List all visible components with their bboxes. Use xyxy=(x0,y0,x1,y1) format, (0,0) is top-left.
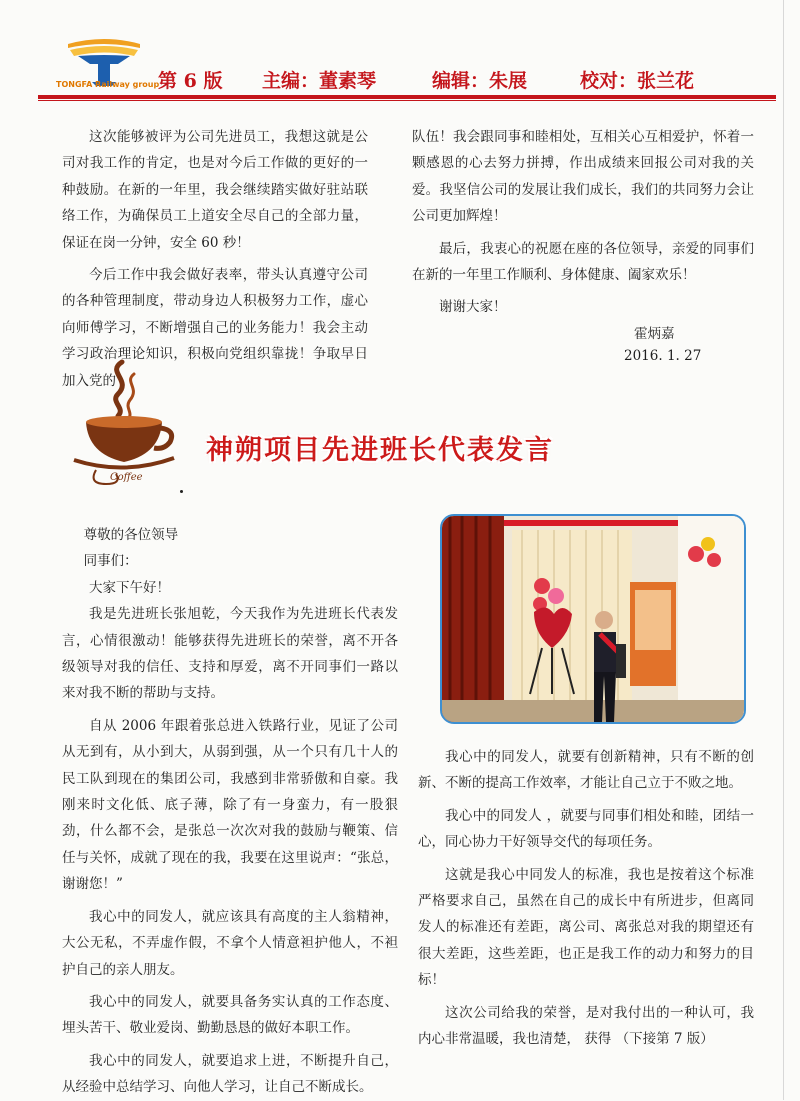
salutation-line: 尊敬的各位领导 xyxy=(83,527,179,543)
paragraph: 我是先进班长张旭乾，今天我作为先进班长代表发言，心情很激动！能够获得先进班长的荣誉，离不开各级领导对我的信任、支持和厚爱，离不开同事们一路以来对我不断的帮助与支持。 xyxy=(62,606,398,702)
header-rule xyxy=(38,95,776,99)
cup-caption: Coffee xyxy=(110,472,143,483)
article-title: 神朔项目先进班长代表发言 xyxy=(206,435,554,466)
signature-name: 霍炳嘉 xyxy=(634,326,675,342)
proofreader: 校对：张兰花 xyxy=(580,70,695,92)
article2-right-column xyxy=(418,744,754,1052)
chief-editor: 主编：董素琴 xyxy=(262,70,377,92)
paragraph: 这次公司给我的荣誉，是对我付出的一种认可，我内心非常温暖，我也清楚， 获得 （下接第 7 版） xyxy=(418,1004,754,1048)
paragraph: 我心中的同发人，就应该具有高度的主人翁精神，大公无私，不弄虚作假，不拿个人情意袒护他人，不袒护自己的亲人朋友。 xyxy=(62,908,398,978)
logo-text: TONGFA Railway group xyxy=(56,80,160,89)
salutation-line: 同事们： xyxy=(83,553,138,570)
article1-left-column xyxy=(62,124,368,394)
article1-right-column xyxy=(412,124,754,321)
paragraph: 队伍！我会跟同事和睦相处，互相关心互相爱护，怀着一颗感恩的心去努力拼搏，作出成绩来回报公司对我的关爱。我坚信公司的发展让我们成长，我们的共同努力会让公司更加辉煌！ xyxy=(412,129,754,225)
salutation-line: 大家下午好！ xyxy=(89,579,170,596)
page-edge-line xyxy=(783,0,784,1100)
paragraph: 自从 2006 年跟着张总进入铁路行业，见证了公司从无到有，从小到大，从弱到强，从一个只有几十人的民工队到现在的集团公司，我感到非常骄傲和自豪。我刚来时文化低、底子薄，除了有一身蛮力，有一股狠劲，什么都不会，是张总一次次对我的鼓励与鞭策、信任与关怀，成就了现在的我，我要在这里说声：“张总，谢谢您！” xyxy=(62,717,398,893)
paragraph: 我心中的同发人，就要有创新精神，只有不断的创新、不断的提高工作效率，才能让自己立于不败之地。 xyxy=(418,749,754,792)
paragraph: 我心中的同发人 ，就要与同事们相处和睦，团结一心，同心协力干好领导交代的每项任务。 xyxy=(418,807,754,851)
paragraph: 今后工作中我会做好表率，带头认真遵守公司的各种管理制度，带动身边人积极努力工作，虚心向师傅学习，不断增强自己的业务能力！我会主动学习政治理论知识，积极向党组织靠拢！争取早日加入党的 xyxy=(62,267,368,389)
paragraph: 谢谢大家！ xyxy=(439,299,507,316)
header-rule-thin xyxy=(38,100,776,101)
stage-speaker-photo xyxy=(440,514,746,724)
editor: 编辑：朱展 xyxy=(432,70,528,92)
signature-date: 2016. 1. 27 xyxy=(624,348,702,364)
paragraph: 这就是我心中同发人的标准，我也是按着这个标准严格要求自己，虽然在自己的成长中有所进步，但离同发人的标准还有差距，离公司、离张总对我的期望还有很大差距，这些差距，也正是我工作的动力和努力的目标！ xyxy=(418,866,754,989)
photo-scene xyxy=(442,516,744,722)
article2-left-column xyxy=(62,522,398,1101)
edition-number: 第 6 版 xyxy=(158,70,223,92)
paragraph: 我心中的同发人，就要追求上进，不断提升自己，从经验中总结学习、向他人学习，让自己不断成长。 xyxy=(62,1052,398,1096)
stray-mark xyxy=(180,490,183,493)
paragraph: 我心中的同发人，就要具备务实认真的工作态度、埋头苦干、敬业爱岗、勤勤恳恳的做好本职工作。 xyxy=(62,993,398,1037)
paragraph: 最后，我衷心的祝愿在座的各位领导，亲爱的同事们在新的一年里工作顺利、身体健康、阖家欢乐！ xyxy=(412,240,754,284)
coffee-cup-icon xyxy=(66,358,176,488)
paragraph: 这次能够被评为公司先进员工，我想这就是公司对我工作的肯定，也是对今后工作做的更好的一种鼓励。在新的一年里，我会继续踏实做好驻站联络工作，为确保员工上道安全尽自己的全部力量，保证在岗一分钟，安全 60 秒！ xyxy=(62,129,368,251)
